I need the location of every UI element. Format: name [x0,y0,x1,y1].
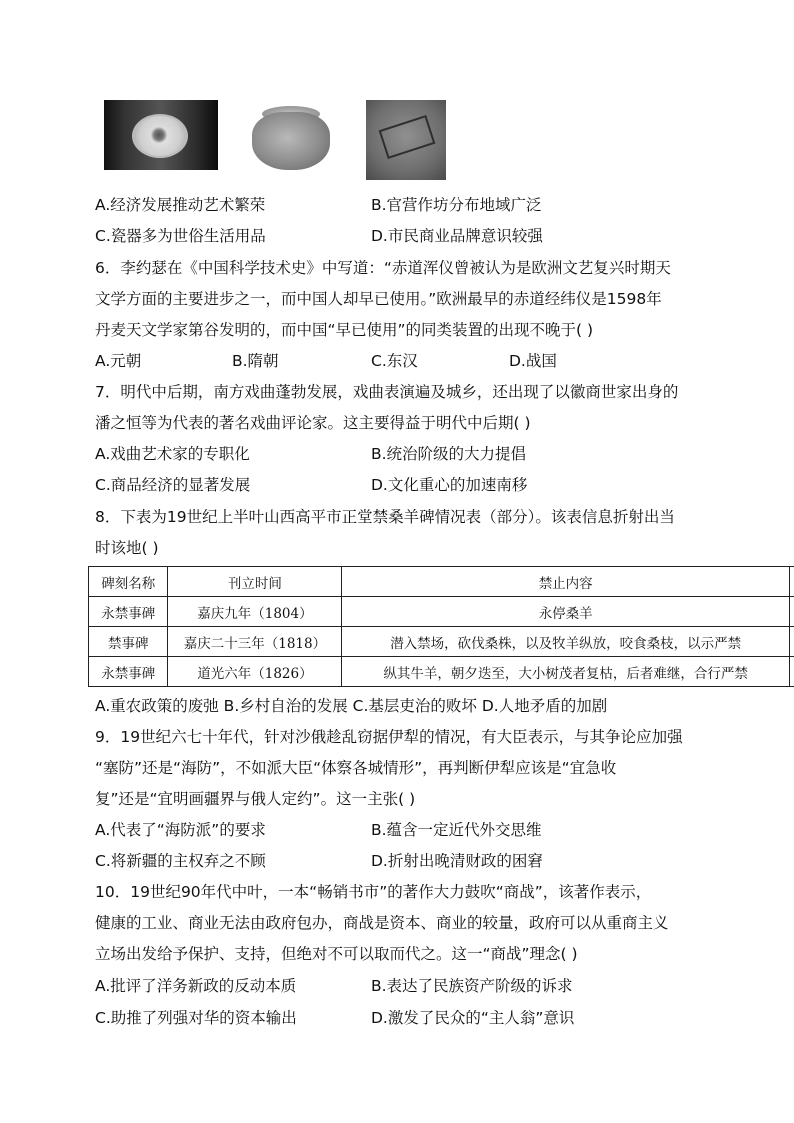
q10-option-c[interactable]: C.助推了列强对华的资本输出 [95,1009,297,1027]
q8-stem-line-1: 8．下表为19世纪上半叶山西高平市正堂禁桑羊碑情况表（部分）。该表信息折射出当 [95,508,675,526]
table-cell: 纵其牛羊，朝夕迭至，大小树茂者复枯，后者难继，合行严禁 [342,657,790,687]
q9-stem-line-1: 9．19世纪六七十年代，针对沙俄趁乱窃据伊犁的情况，有大臣表示，与其争论应加强 [95,728,683,746]
q9-option-c[interactable]: C.将新疆的主权弃之不顾 [95,852,266,870]
table-header-cell: 禁止内容 [342,567,790,597]
q6-stem-line-3: 丹麦天文学家第谷发明的，而中国“早已使用”的同类装置的出现不晚于( ) [95,321,594,339]
q6-stem-line-1: 6．李约瑟在《中国科学技术史》中写道：“赤道浑仪曾被认为是欧洲文艺复兴时期天 [95,259,671,277]
q7-option-a[interactable]: A.戏曲艺术家的专职化 [95,445,250,463]
q5-option-b[interactable]: B.官营作坊分布地域广泛 [371,196,542,214]
table-cell: 道光六年（1826） [168,657,342,687]
q6-option-c[interactable]: C.东汉 [371,352,418,370]
q8-stem-line-2: 时该地( ) [95,539,159,557]
q10-stem-line-2: 健康的工业、商业无法由政府包办，商战是资本、商业的较量，政府可以从重商主义 [95,914,669,932]
artifact-images [0,100,794,180]
q6-option-a[interactable]: A.元朝 [95,352,142,370]
q10-option-d[interactable]: D.激发了民众的“主人翁”意识 [371,1009,575,1027]
q6-option-d[interactable]: D.战国 [509,352,557,370]
q10-option-b[interactable]: B.表达了民族资产阶级的诉求 [371,977,573,995]
q9-stem-line-2: “塞防”还是“海防”，不如派大臣“体察各城情形”，再判断伊犁应该是“宜急收 [95,759,617,777]
q7-stem-line-1: 7．明代中后期，南方戏曲蓬勃发展，戏曲表演遍及城乡，还出现了以徽商世家出身的 [95,383,679,401]
q9-stem-line-3: 复”还是“宜明画疆界与俄人定约”。这一主张( ) [95,790,416,808]
q7-stem-line-2: 潘之恒等为代表的著名戏曲评论家。这主要得益于明代中后期( ) [95,414,531,432]
q5-option-a[interactable]: A.经济发展推动艺术繁荣 [95,196,266,214]
q10-stem-line-3: 立场出发给予保护、支持，但绝对不可以取而代之。这一“商战”理念( ) [95,945,578,963]
q5-option-c[interactable]: C.瓷器多为世俗生活用品 [95,227,266,245]
bronze-seal-photo [366,100,446,180]
table-header-cell: 刊立时间 [168,567,342,597]
q7-option-d[interactable]: D.文化重心的加速南移 [371,476,528,494]
table-cell: 嘉庆二十三年（1818） [168,627,342,657]
table-cell: 潜入禁场，砍伐桑株，以及牧羊纵放，咬食桑枝，以示严禁 [342,627,790,657]
table-row [89,597,794,627]
table-cell: 嘉庆九年（1804） [168,597,342,627]
q10-stem-line-1: 10．19世纪90年代中叶，一本“畅销书市”的著作大力鼓吹“商战”，该著作表示， [95,883,652,901]
table-header-row [89,567,794,597]
q6-option-b[interactable]: B.隋朝 [232,352,279,370]
q10-option-a[interactable]: A.批评了洋务新政的反动本质 [95,977,297,995]
table-cell: 永停桑羊 [342,597,790,627]
q9-option-a[interactable]: A.代表了“海防派”的要求 [95,821,266,839]
q8-options-line[interactable]: A.重农政策的废弛 B.乡村自治的发展 C.基层吏治的败坏 D.人地矛盾的加剧 [95,697,608,715]
porcelain-box-photo [252,104,330,172]
table-header-cell: 碑刻名称 [89,567,168,597]
table-row [89,657,794,687]
q9-option-b[interactable]: B.蕴含一定近代外交思维 [371,821,542,839]
table-cell: 永禁事碑 [89,597,168,627]
stele-table [88,566,794,687]
table-row [89,627,794,657]
q7-option-b[interactable]: B.统治阶级的大力提倡 [371,445,527,463]
q9-option-d[interactable]: D.折射出晚清财政的困窘 [371,852,543,870]
q7-option-c[interactable]: C.商品经济的显著发展 [95,476,251,494]
table-cell: 永禁事碑 [89,657,168,687]
porcelain-plate-photo [104,100,218,170]
q5-option-d[interactable]: D.市民商业品牌意识较强 [371,227,543,245]
q6-stem-line-2: 文学方面的主要进步之一，而中国人却早已使用。”欧洲最早的赤道经纬仪是1598年 [95,290,662,308]
table-cell: 禁事碑 [89,627,168,657]
